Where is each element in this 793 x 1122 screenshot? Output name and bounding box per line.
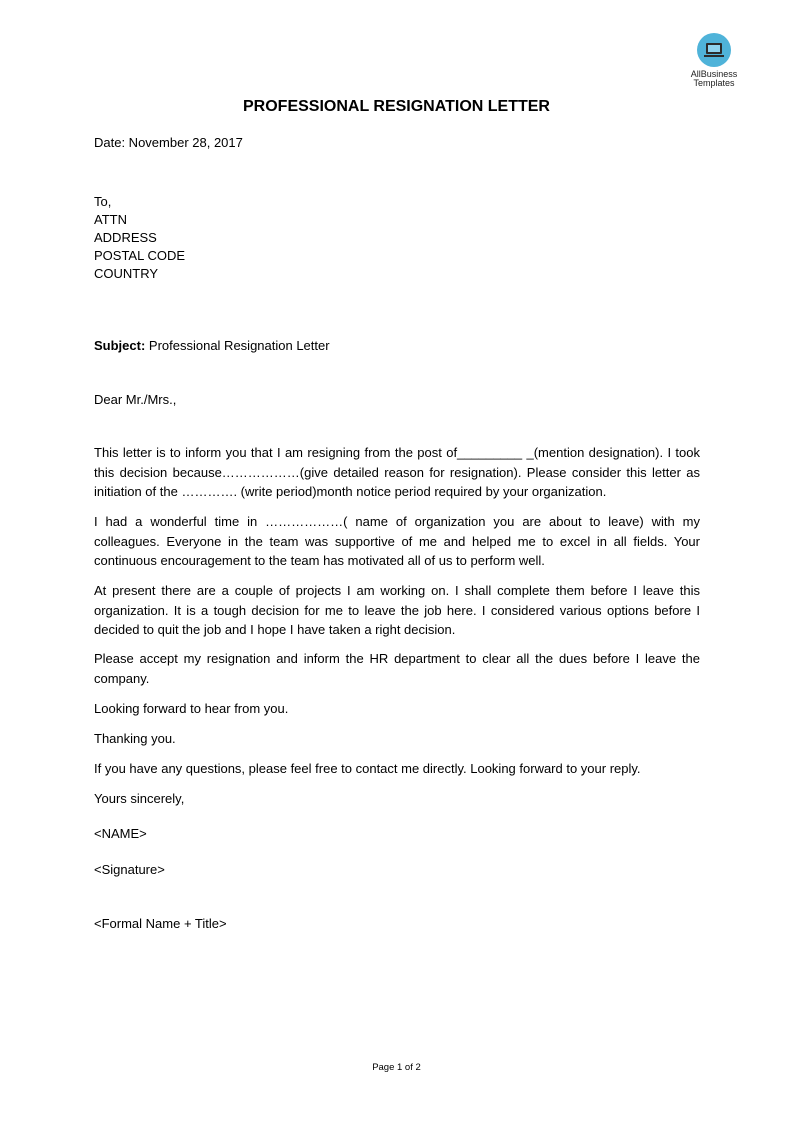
- address-postal: POSTAL CODE: [94, 248, 186, 263]
- closing-formal: [94, 914, 700, 934]
- closing-signature: [94, 860, 700, 880]
- letter-body-6: [94, 729, 700, 749]
- letter-body: [94, 443, 700, 502]
- logo-text-line1: AllBusiness: [690, 69, 738, 79]
- body-paragraph-4: Please accept my resignation and inform the HR department to clear all the dues before I leave the company.: [94, 651, 700, 686]
- letter-body-4: [94, 649, 700, 688]
- body-paragraph-7: If you have any questions, please feel free to contact me directly. Looking forward to your reply.: [94, 761, 641, 776]
- body-paragraph-2: I had a wonderful time in ………………( name of organization you are about to leave) with my colleagues. Everyone in the team was supportive of me and helped me to excel in all fields. Your continuous encouragement to the team has motivated all of us to perform well.: [94, 514, 700, 568]
- logo-text-line2: Templates: [693, 78, 735, 88]
- address-line: ADDRESS: [94, 230, 157, 245]
- address-to: To,: [94, 194, 112, 209]
- body-paragraph-1: This letter is to inform you that I am resigning from the post of_________ _(mention designation). I took this decision because………………(give detailed reason for resignation). Please consider this letter as initiation of the …………. (write period)month notice period required by your organization.: [94, 445, 700, 499]
- recipient-address: [94, 193, 700, 283]
- closing-name: [94, 824, 700, 844]
- subject-line: [94, 336, 700, 356]
- closing-signature-text: <Signature>: [94, 862, 165, 877]
- letter-body-5: [94, 699, 700, 719]
- subject-label: Subject:: [94, 338, 146, 353]
- closing-name-text: <NAME>: [94, 826, 147, 841]
- address-country: COUNTRY: [94, 266, 159, 281]
- salutation: [94, 390, 700, 410]
- letter-body-3: [94, 581, 700, 640]
- body-paragraph-8: Yours sincerely,: [94, 791, 185, 806]
- body-paragraph-5: Looking forward to hear from you.: [94, 701, 289, 716]
- letter-body-2: [94, 512, 700, 571]
- salutation-text: Dear Mr./Mrs.,: [94, 392, 177, 407]
- letter-body-8: [94, 789, 700, 809]
- document-title: PROFESSIONAL RESIGNATION LETTER: [243, 98, 550, 115]
- date-line: [94, 133, 700, 153]
- closing-formal-text: <Formal Name + Title>: [94, 916, 227, 931]
- logo: [684, 33, 744, 88]
- date-text: Date: November 28, 2017: [94, 135, 243, 150]
- subject-text: Professional Resignation Letter: [145, 338, 330, 353]
- body-paragraph-6: Thanking you.: [94, 731, 176, 746]
- letter-body-7: [94, 759, 700, 779]
- body-paragraph-3: At present there are a couple of projects I am working on. I shall complete them before I leave this organization. It is a tough decision for me to leave the job here. I considered various options before I decided to quit the job and I hope I have taken a right decision.: [94, 583, 700, 637]
- address-attn: ATTN: [94, 212, 127, 227]
- page-footer: Page 1 of 2: [372, 1062, 421, 1073]
- laptop-icon: [697, 33, 731, 67]
